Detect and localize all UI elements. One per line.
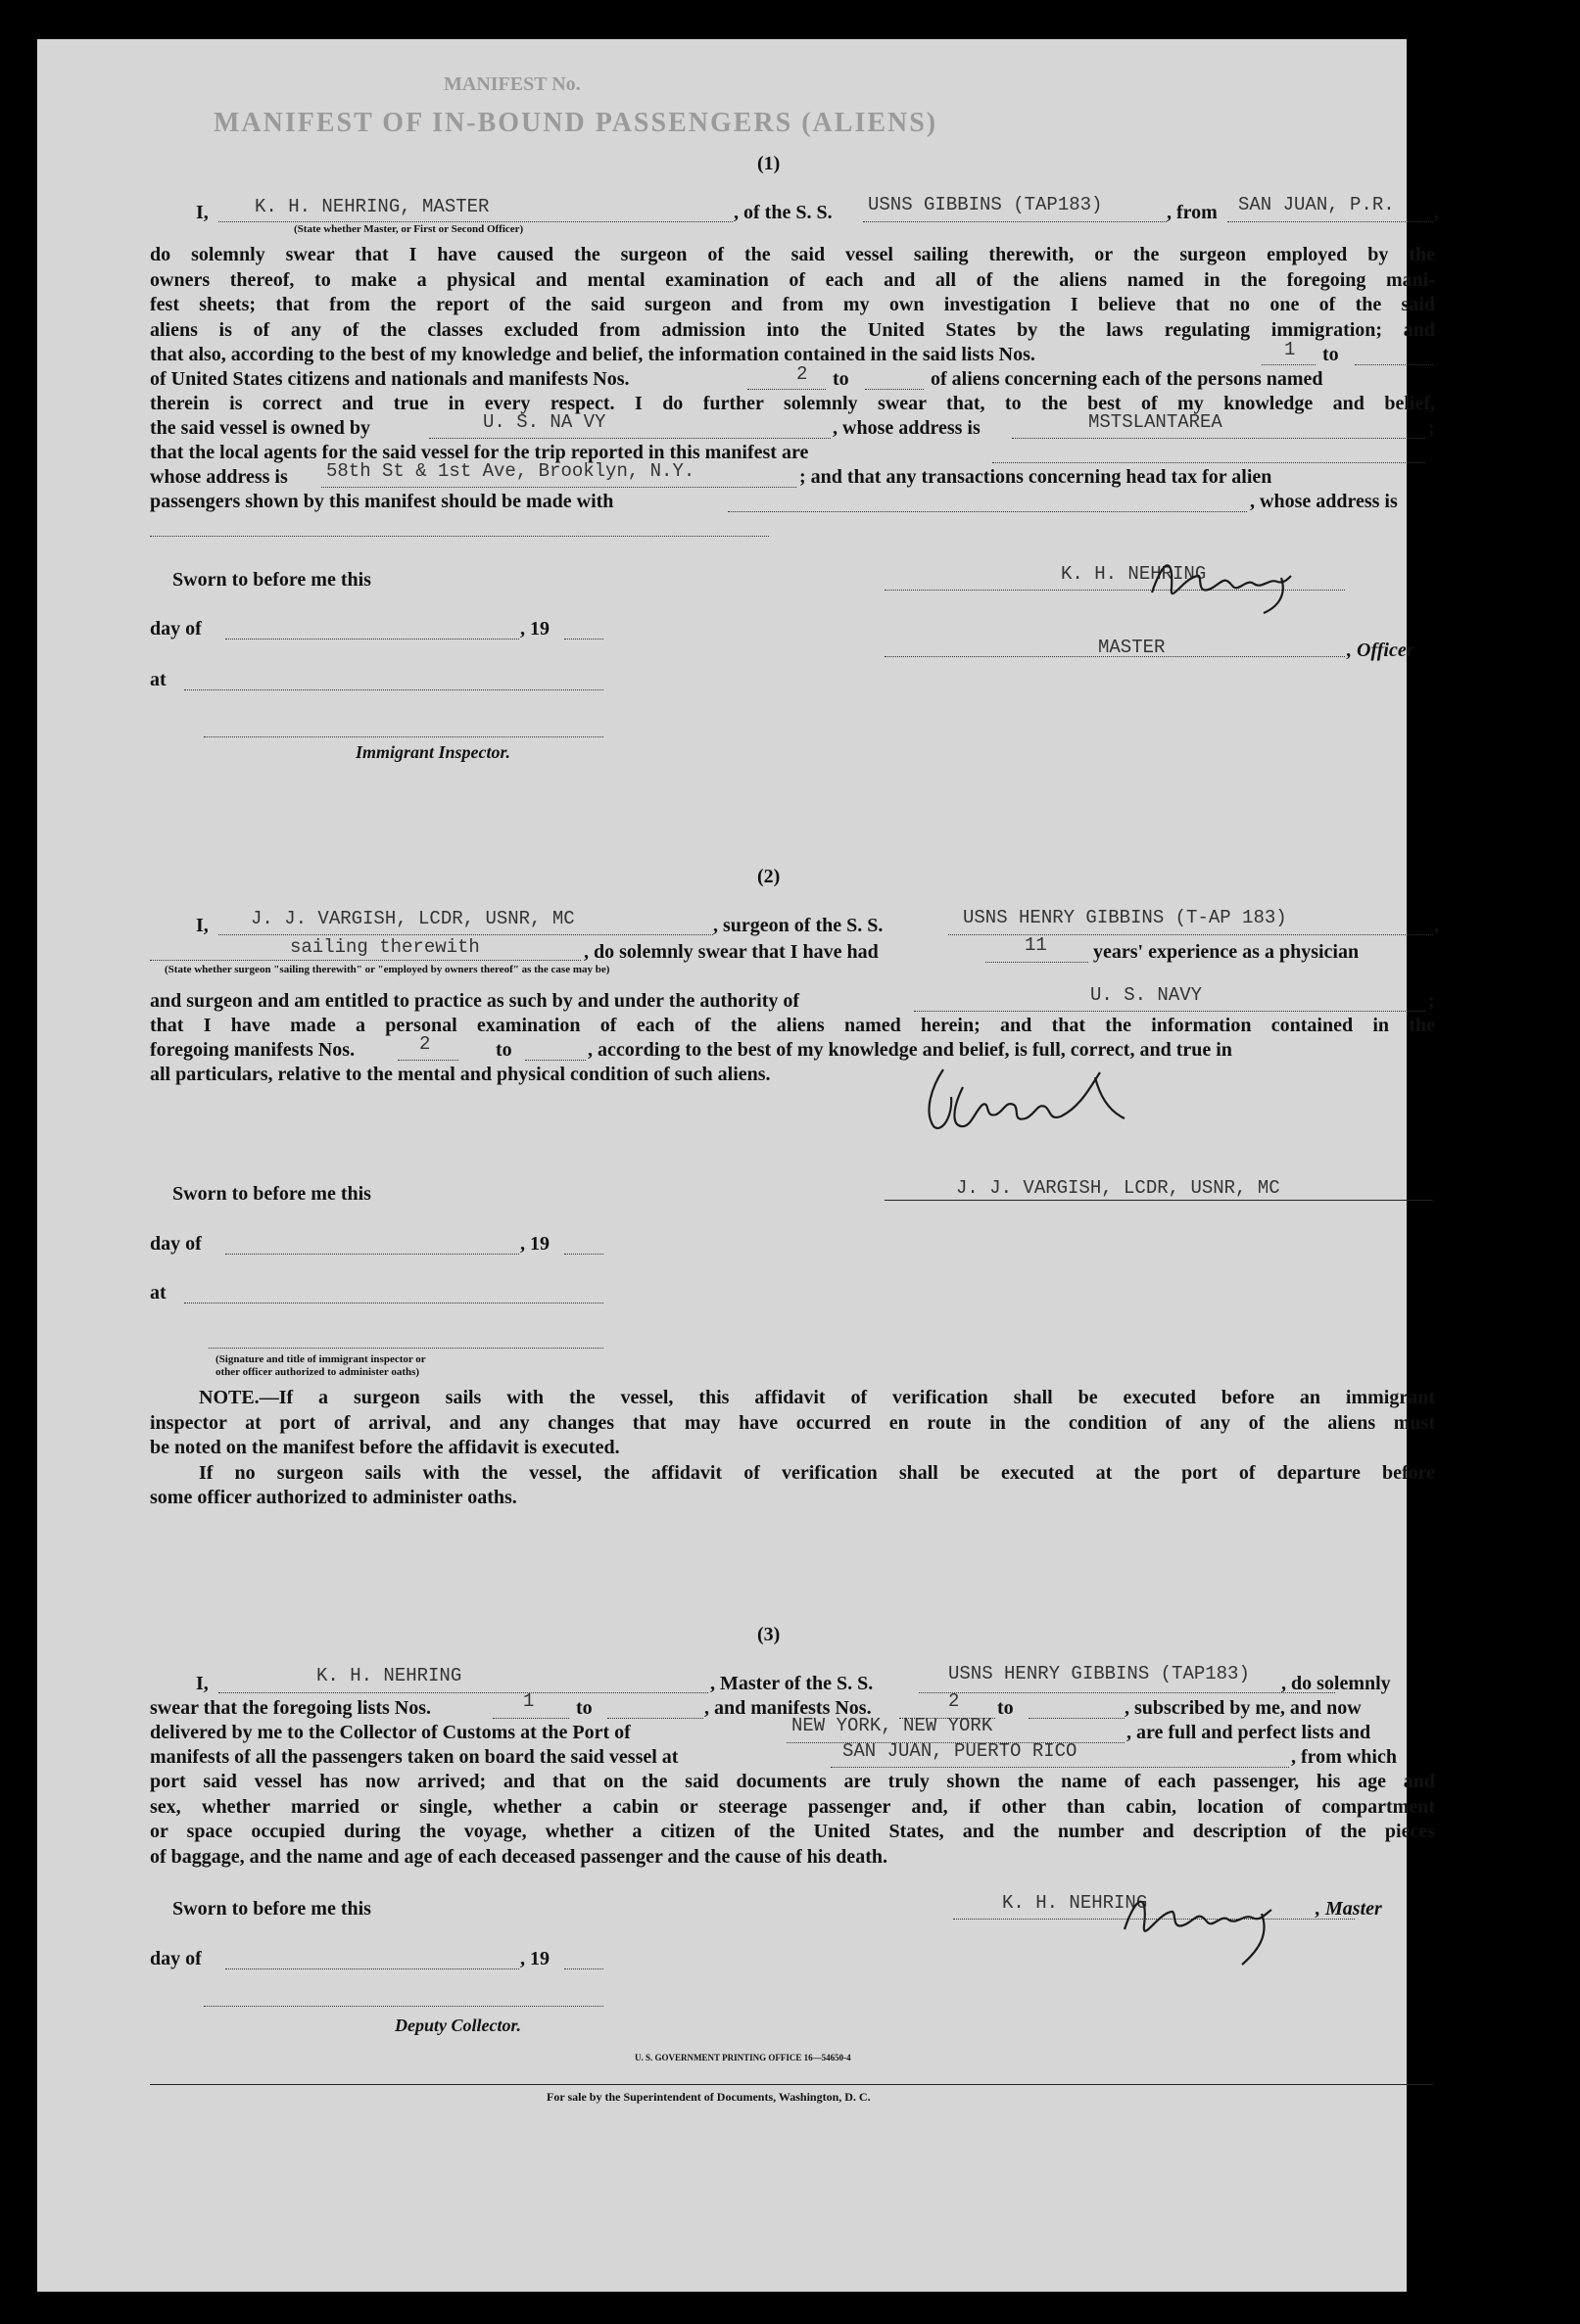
sworn-label: Sworn to before me this bbox=[172, 569, 371, 591]
list-from-value: 1 bbox=[523, 1690, 535, 1712]
manifest-to-line bbox=[865, 389, 924, 390]
punch-hole bbox=[1446, 90, 1483, 127]
list-to-line bbox=[1355, 364, 1433, 365]
i-label: I, bbox=[196, 1673, 209, 1694]
years-value: 11 bbox=[1025, 934, 1047, 956]
punch-hole bbox=[1446, 623, 1483, 660]
day-line bbox=[225, 1254, 519, 1255]
surgeon-name-value: J. J. VARGISH, LCDR, USNR, MC bbox=[251, 908, 575, 929]
semicolon: ; bbox=[1428, 417, 1435, 439]
particulars-text: all particulars, relative to the mental and physical condition of such aliens. bbox=[150, 1064, 771, 1085]
and-manifests-text: , and manifests Nos. bbox=[704, 1697, 872, 1719]
punch-hole bbox=[1446, 1724, 1483, 1761]
surgeon-state-caption: (State whether surgeon "sailing therewith" or "employed by owners thereof" as the case may be) bbox=[165, 964, 610, 975]
note-paragraph bbox=[150, 1386, 1435, 1511]
agent-address-line bbox=[321, 487, 796, 488]
note2-line: If no surgeon sails with the vessel, the affidavit of verification shall be executed at the port of departure before bbox=[199, 1461, 1435, 1484]
note-label: NOTE. bbox=[199, 1387, 260, 1408]
manifest-to-line bbox=[1029, 1718, 1125, 1719]
day-of-label: day of bbox=[150, 1948, 202, 1969]
year-prefix: , 19 bbox=[520, 1233, 550, 1255]
master-of-label: , Master of the S. S. bbox=[710, 1673, 874, 1694]
full-perfect-text: , are full and perfect lists and bbox=[1126, 1722, 1371, 1743]
master-signed-name: K. H. NEHRING bbox=[1002, 1892, 1148, 1914]
vessel-line bbox=[948, 934, 1433, 935]
year-prefix: , 19 bbox=[520, 1948, 550, 1969]
years-text: years' experience as a physician bbox=[1093, 941, 1360, 963]
list-from-line bbox=[1262, 364, 1316, 365]
manifest-to-line bbox=[525, 1060, 586, 1061]
manifest-from-line bbox=[398, 1060, 458, 1061]
boarding-port-line bbox=[831, 1767, 1289, 1768]
local-agents-text: that the local agents for the said vessel for the trip reported in this manifest are bbox=[150, 442, 809, 463]
at-label: at bbox=[150, 1282, 167, 1304]
paragraph-line: do solemnly swear that I have caused the surgeon of the said vessel sailing therewith, or the surgeon employed by the bbox=[150, 244, 1435, 265]
paragraph-line: or space occupied during the voyage, whether a citizen of the United States, and the number and description of the pieces bbox=[150, 1821, 1435, 1842]
faint-manifest-no: MANIFEST No. bbox=[444, 73, 581, 95]
manifest-from-value: 2 bbox=[796, 363, 808, 385]
list-nos-text: that also, according to the best of my knowledge and belief, the information contained in the said lists Nos. bbox=[150, 344, 1035, 365]
section-2-number: (2) bbox=[757, 866, 781, 887]
years-line bbox=[985, 962, 1088, 963]
surgeon-of-label: , surgeon of the S. S. bbox=[713, 915, 884, 936]
surgeon-signed-name: J. J. VARGISH, LCDR, USNR, MC bbox=[956, 1177, 1280, 1199]
manifest-page bbox=[37, 39, 1439, 2292]
paragraph-3 bbox=[150, 1770, 1435, 1870]
surgeon-signature-line bbox=[885, 1200, 1433, 1201]
authority-value: U. S. NAVY bbox=[1090, 984, 1203, 1006]
sworn-label: Sworn to before me this bbox=[172, 1183, 371, 1205]
officer-label: , Officer bbox=[1347, 640, 1414, 661]
owner-line bbox=[429, 438, 831, 439]
from-label: , from bbox=[1167, 202, 1218, 223]
master-name-line bbox=[218, 1692, 708, 1693]
master-label: , Master bbox=[1316, 1898, 1382, 1920]
vessel-line bbox=[863, 221, 1167, 222]
master-signature bbox=[1144, 548, 1311, 617]
paragraph-line: sex, whether married or single, whether a cabin or steerage passenger and, if other than cabin, location of compartment bbox=[150, 1795, 1435, 1818]
officer-signature-line bbox=[209, 1348, 603, 1349]
foregoing-manifests-text: foregoing manifests Nos. bbox=[150, 1039, 356, 1061]
whose-address-label-2: , whose address is bbox=[1250, 491, 1398, 512]
day-line bbox=[225, 639, 519, 640]
head-tax-text: ; and that any transactions concerning head tax for alien bbox=[799, 466, 1272, 488]
owned-by-label: the said vessel is owned by bbox=[150, 417, 371, 439]
list-from-line bbox=[493, 1718, 569, 1719]
from-port-line bbox=[1227, 221, 1433, 222]
paragraph-line: of baggage, and the name and age of each deceased passenger and the cause of his death. bbox=[150, 1845, 887, 1868]
to-label: to bbox=[997, 1697, 1014, 1719]
punch-hole bbox=[1446, 220, 1483, 258]
master-name-value: K. H. NEHRING bbox=[316, 1665, 462, 1686]
authority-text: and surgeon and am entitled to practice as such by and under the authority of bbox=[150, 990, 800, 1012]
punch-hole bbox=[1446, 762, 1483, 799]
master-signature-2 bbox=[1115, 1880, 1301, 1968]
deputy-collector-caption: Deputy Collector. bbox=[395, 2016, 521, 2035]
year-line bbox=[564, 1968, 603, 1969]
for-sale-imprint: For sale by the Superintendent of Documents, Washington, D. C. bbox=[547, 2090, 871, 2104]
note-line: be noted on the manifest before the affidavit is executed. bbox=[150, 1437, 620, 1458]
vessel-value: USNS HENRY GIBBINS (T-AP 183) bbox=[963, 907, 1287, 928]
to-label: to bbox=[833, 368, 849, 390]
manifest-from-value: 2 bbox=[419, 1033, 431, 1055]
vessel-line bbox=[919, 1692, 1335, 1693]
year-line bbox=[564, 1254, 603, 1255]
at-label: at bbox=[150, 669, 167, 690]
i-label: I, bbox=[196, 915, 209, 936]
note-line: inspector at port of arrival, and any changes that may have occurred en route in the condition of any of the aliens must bbox=[150, 1411, 1435, 1434]
port-value: NEW YORK, NEW YORK bbox=[791, 1715, 993, 1736]
swear-text: , do solemnly swear that I have had bbox=[584, 941, 879, 963]
manifests-passengers-text: manifests of all the passengers taken on board the said vessel at bbox=[150, 1746, 679, 1768]
passengers-text: passengers shown by this manifest should be made with bbox=[150, 491, 614, 512]
head-tax-address-line bbox=[150, 536, 769, 537]
do-solemnly-text: , do solemnly bbox=[1281, 1673, 1391, 1694]
gpo-imprint: U. S. GOVERNMENT PRINTING OFFICE 16—54650-4 bbox=[635, 2053, 851, 2063]
officer-caption-line: (Signature and title of immigrant inspector or bbox=[215, 1353, 426, 1365]
master-name-line bbox=[218, 221, 733, 222]
paragraph-1 bbox=[150, 243, 1435, 343]
sworn-label: Sworn to before me this bbox=[172, 1898, 371, 1920]
manifest-nos-text: of United States citizens and nationals and manifests Nos. bbox=[150, 368, 630, 390]
master-name-value: K. H. NEHRING, MASTER bbox=[255, 196, 490, 217]
vessel-value: USNS GIBBINS (TAP183) bbox=[868, 194, 1103, 215]
i-label: I, bbox=[196, 202, 209, 223]
state-whether-caption: (State whether Master, or First or Second Officer) bbox=[294, 223, 524, 235]
paragraph-line: owners thereof, to make a physical and mental examination of each and all of the aliens named in the foregoing mani- bbox=[150, 268, 1435, 291]
day-of-label: day of bbox=[150, 1233, 202, 1255]
subscribed-text: , subscribed by me, and now bbox=[1125, 1697, 1362, 1719]
officer-caption-line: other officer authorized to administer oaths) bbox=[215, 1366, 420, 1378]
semicolon: ; bbox=[1428, 990, 1435, 1012]
note-line: —If a surgeon sails with the vessel, this affidavit of verification shall be executed before an immigrant bbox=[259, 1387, 1435, 1408]
from-port-value: SAN JUAN, P.R. bbox=[1238, 194, 1395, 215]
to-label: to bbox=[576, 1697, 593, 1719]
year-line bbox=[564, 639, 603, 640]
surgeon-signature bbox=[914, 1058, 1139, 1136]
authority-line bbox=[914, 1011, 1425, 1012]
day-line bbox=[225, 1968, 519, 1969]
list-to-line bbox=[607, 1718, 703, 1719]
inspector-line bbox=[204, 736, 603, 737]
agent-address-value: 58th St & 1st Ave, Brooklyn, N.Y. bbox=[326, 460, 695, 482]
sailing-line bbox=[150, 960, 581, 961]
punch-hole bbox=[1446, 1650, 1483, 1687]
whose-address-label: , whose address is bbox=[833, 417, 981, 439]
deputy-collector-line bbox=[204, 2006, 603, 2007]
from-which-text: , from which bbox=[1291, 1746, 1397, 1768]
at-line bbox=[184, 1303, 603, 1304]
head-tax-party-line bbox=[728, 511, 1247, 512]
to-label: to bbox=[1322, 344, 1339, 365]
boarding-port-value: SAN JUAN, PUERTO RICO bbox=[842, 1740, 1077, 1762]
punch-hole bbox=[1446, 2113, 1483, 2151]
paragraph-line: port said vessel has now arrived; and that on the said documents are truly shown the name of each passenger, his age and bbox=[150, 1771, 1435, 1792]
agent-address-label: whose address is bbox=[150, 466, 288, 488]
owner-value: U. S. NA VY bbox=[483, 411, 606, 433]
day-of-label: day of bbox=[150, 618, 202, 640]
vessel-value: USNS HENRY GIBBINS (TAP183) bbox=[948, 1663, 1250, 1684]
section-1-number: (1) bbox=[757, 153, 781, 174]
manifest-from-value: 2 bbox=[948, 1690, 960, 1712]
of-ss-label: , of the S. S. bbox=[734, 202, 833, 223]
punch-hole bbox=[1446, 542, 1483, 579]
aliens-text: of aliens concerning each of the persons named bbox=[931, 368, 1323, 390]
full-correct-text: , according to the best of my knowledge and belief, is full, correct, and true in bbox=[588, 1039, 1232, 1061]
correctness-line: therein is correct and true in every respect. I do further solemnly swear that, to the best of my knowledge and belief, bbox=[150, 393, 1435, 414]
footer-rule bbox=[150, 2084, 1433, 2085]
paragraph-line: fest sheets; that from the report of the said surgeon and from my own investigation I believe that no one of the said bbox=[150, 294, 1435, 315]
delivered-text: delivered by me to the Collector of Customs at the Port of bbox=[150, 1722, 631, 1743]
note2-line: some officer authorized to administer oaths. bbox=[150, 1487, 517, 1508]
local-agents-line bbox=[992, 462, 1425, 463]
punch-hole bbox=[1446, 1518, 1483, 1555]
sailing-value: sailing therewith bbox=[290, 936, 480, 958]
comma: , bbox=[1434, 202, 1439, 223]
paragraph-line: aliens is of any of the classes excluded from admission into the United States by the laws regulating immigration; and bbox=[150, 318, 1435, 341]
manifest-from-line bbox=[747, 389, 826, 390]
inspector-caption: Immigrant Inspector. bbox=[356, 742, 511, 762]
foregoing-lists-text: swear that the foregoing lists Nos. bbox=[150, 1697, 432, 1719]
owner-address-value: MSTSLANTAREA bbox=[1088, 411, 1222, 433]
at-line bbox=[184, 689, 603, 690]
section-3-number: (3) bbox=[757, 1624, 781, 1645]
owner-address-line bbox=[1012, 438, 1425, 439]
comma: , bbox=[1434, 915, 1439, 936]
faint-title: MANIFEST OF IN-BOUND PASSENGERS (ALIENS) bbox=[214, 108, 938, 138]
to-label: to bbox=[496, 1039, 512, 1061]
examination-line: that I have made a personal examination of each of the aliens named herein; and that the information contained in the bbox=[150, 1015, 1435, 1036]
surgeon-name-line bbox=[218, 934, 713, 935]
master-signed-name: K. H. NEHRING bbox=[1061, 563, 1207, 585]
signer-title-value: MASTER bbox=[1098, 637, 1166, 658]
year-prefix: , 19 bbox=[520, 618, 550, 640]
list-from-value: 1 bbox=[1284, 339, 1296, 360]
